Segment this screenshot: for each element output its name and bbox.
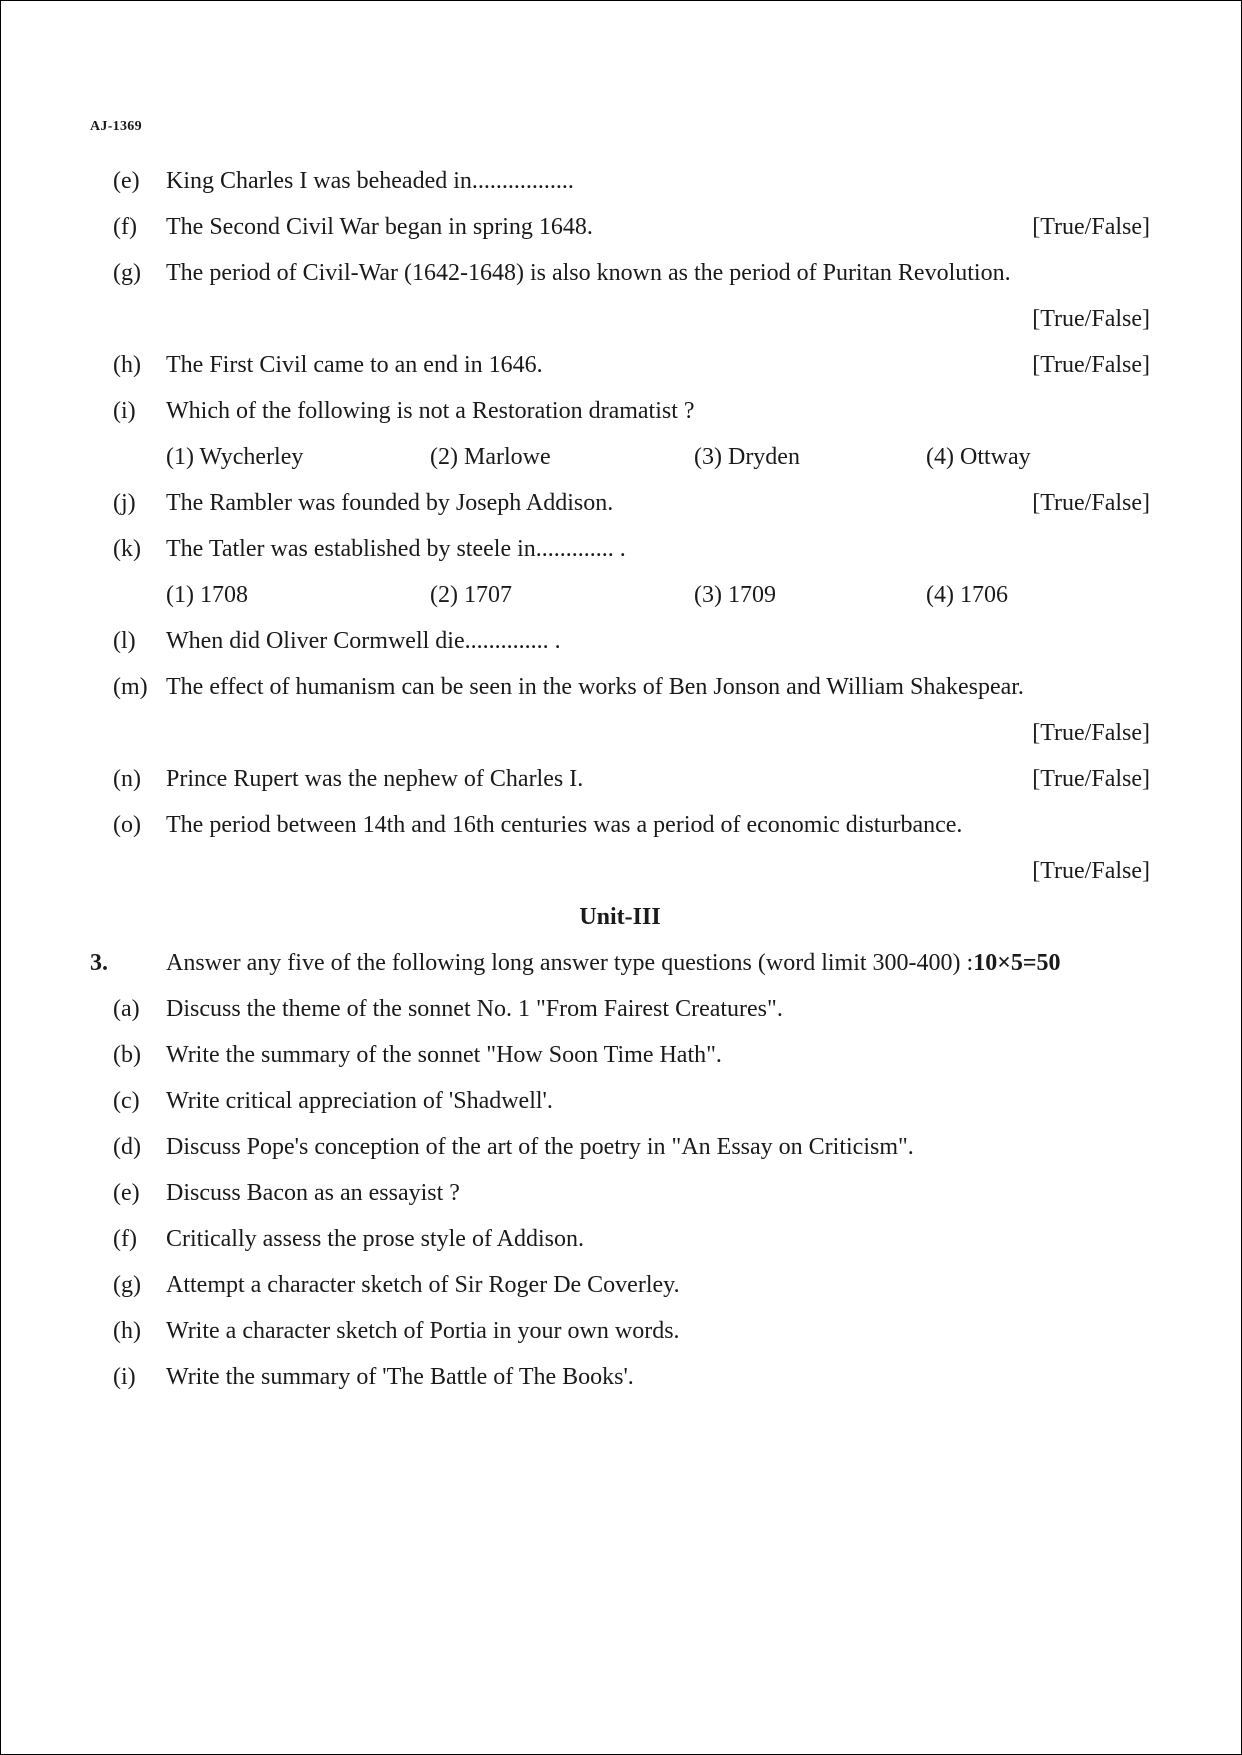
true-false-marker: [True/False] [1032,858,1150,884]
true-false-marker: [True/False] [1032,352,1150,378]
question-3-instruction [90,940,1150,986]
question-item-e [90,158,1150,204]
item-text: Discuss the theme of the sonnet No. 1 "From Fairest Creatures". [166,996,783,1022]
item-label: (e) [113,168,140,194]
item-label: (g) [113,1272,141,1298]
long-question-c [90,1078,1150,1124]
item-label: (a) [113,996,140,1022]
item-text: Attempt a character sketch of Sir Roger De Coverley. [166,1272,680,1298]
long-question-i [90,1354,1150,1400]
item-label: (g) [113,260,141,286]
true-false-marker: [True/False] [1032,306,1150,332]
true-false-marker: [True/False] [1032,766,1150,792]
item-label: (e) [113,1180,140,1206]
item-label: (o) [113,812,141,838]
item-text: Critically assess the prose style of Addison. [166,1226,584,1252]
item-label: (c) [113,1088,140,1114]
question-item-k [90,526,1150,572]
long-question-b [90,1032,1150,1078]
question-number: 3. [90,950,108,976]
item-label: (k) [113,536,141,562]
item-text: Prince Rupert was the nephew of Charles I. [166,766,584,792]
item-label: (i) [113,1364,136,1390]
question-item-k-options [90,572,1150,618]
question-item-o [90,802,1150,848]
question-item-f [90,204,1150,250]
question-item-g-answer [90,296,1150,342]
question-content [90,158,1150,1400]
question-item-i [90,388,1150,434]
item-text: King Charles I was beheaded in................. [166,168,574,194]
option-1: (1) Wycherley [166,444,304,470]
item-text: The First Civil came to an end in 1646. [166,352,543,378]
item-text: The period between 14th and 16th centuries was a period of economic disturbance. [166,812,963,838]
item-text: Write critical appreciation of 'Shadwell'. [166,1088,553,1114]
item-label: (l) [113,628,136,654]
question-item-i-options [90,434,1150,480]
item-label: (f) [113,214,137,240]
question-item-g [90,250,1150,296]
question-item-h [90,342,1150,388]
long-question-d [90,1124,1150,1170]
instruction-line [166,940,1061,986]
marks-distribution: 10×5=50 [973,950,1061,976]
long-question-a [90,986,1150,1032]
question-item-l [90,618,1150,664]
item-text: Write a character sketch of Portia in your own words. [166,1318,680,1344]
item-label: (f) [113,1226,137,1252]
item-text: Write the summary of the sonnet "How Soon Time Hath". [166,1042,722,1068]
item-label: (j) [113,490,136,516]
question-item-m [90,664,1150,710]
item-text: The Tatler was established by steele in............. . [166,536,626,562]
long-question-g [90,1262,1150,1308]
paper-code: AJ-1369 [90,119,142,134]
item-text: Discuss Pope's conception of the art of the poetry in "An Essay on Criticism". [166,1134,914,1160]
option-4: (4) Ottway [926,444,1031,470]
question-item-n [90,756,1150,802]
item-label: (i) [113,398,136,424]
question-item-o-answer [90,848,1150,894]
long-question-f [90,1216,1150,1262]
long-question-e [90,1170,1150,1216]
item-text: When did Oliver Cormwell die.............. . [166,628,561,654]
true-false-marker: [True/False] [1032,490,1150,516]
item-text: The period of Civil-War (1642-1648) is also known as the period of Puritan Revolution. [166,260,1011,286]
option-1: (1) 1708 [166,582,248,608]
item-label: (n) [113,766,141,792]
item-label: (b) [113,1042,141,1068]
long-question-h [90,1308,1150,1354]
instruction-text: Answer any five of the following long answer type questions (word limit 300-400) : [166,950,974,976]
item-text: Which of the following is not a Restoration dramatist ? [166,398,695,424]
option-2: (2) Marlowe [430,444,551,470]
question-item-m-answer [90,710,1150,756]
item-label: (h) [113,352,141,378]
item-text: Write the summary of 'The Battle of The Books'. [166,1364,634,1390]
item-text: The Second Civil War began in spring 1648. [166,214,593,240]
item-label: (h) [113,1318,141,1344]
item-label: (d) [113,1134,141,1160]
option-2: (2) 1707 [430,582,512,608]
true-false-marker: [True/False] [1032,214,1150,240]
item-text: The Rambler was founded by Joseph Addison. [166,490,614,516]
option-3: (3) 1709 [694,582,776,608]
unit-heading: Unit-III [579,904,661,930]
item-text: Discuss Bacon as an essayist ? [166,1180,460,1206]
option-4: (4) 1706 [926,582,1008,608]
question-item-j [90,480,1150,526]
true-false-marker: [True/False] [1032,720,1150,746]
option-3: (3) Dryden [694,444,800,470]
item-label: (m) [113,674,148,700]
item-text: The effect of humanism can be seen in the works of Ben Jonson and William Shakespear. [166,674,1024,700]
